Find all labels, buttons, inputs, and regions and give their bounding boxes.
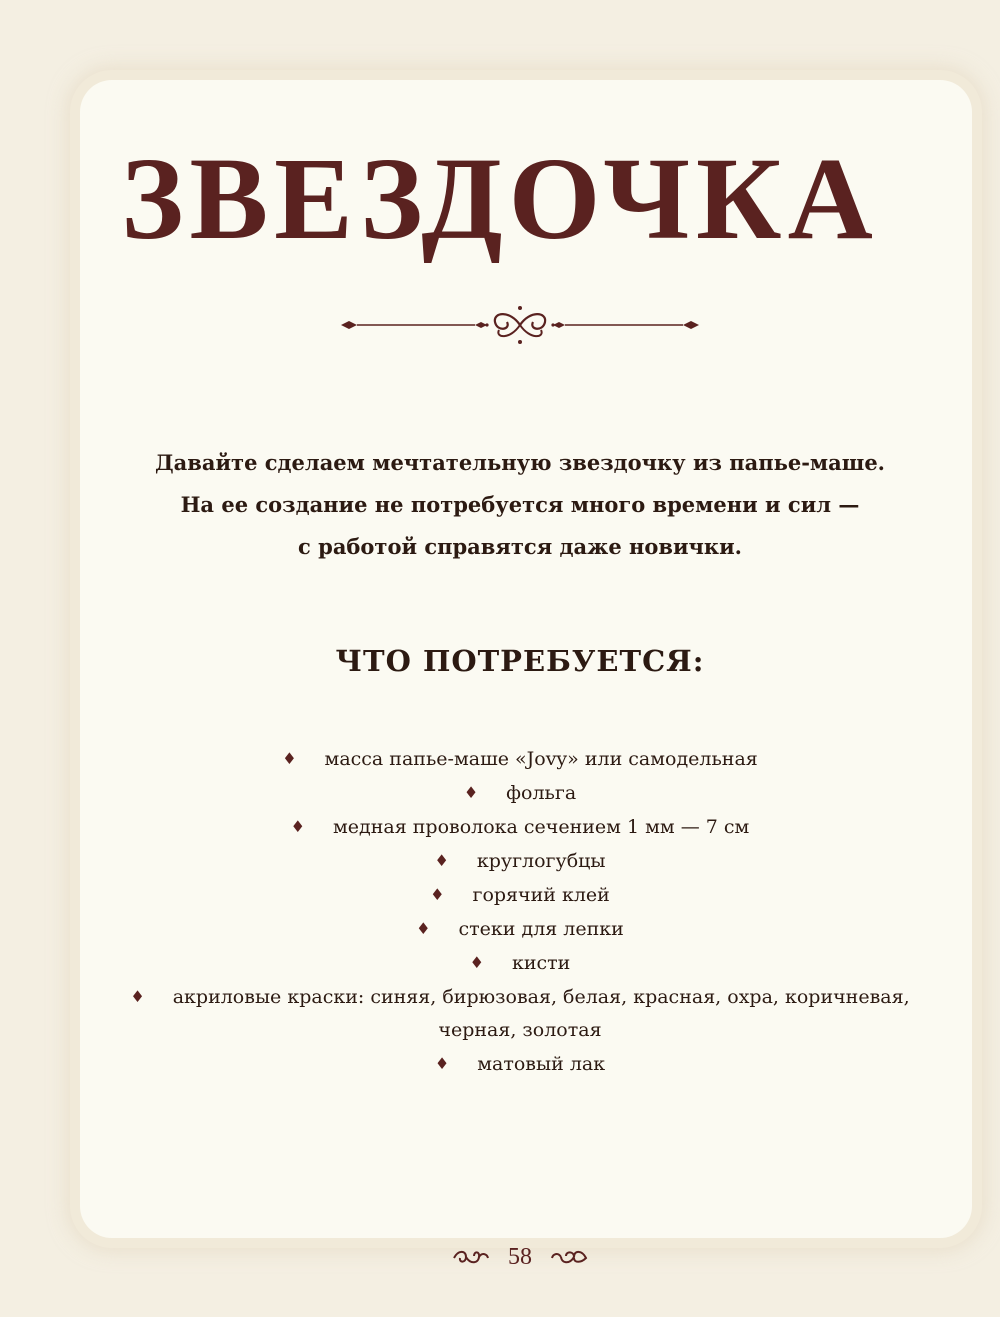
list-item [90, 742, 950, 776]
list-item [90, 844, 950, 878]
swirl-ornament-icon [550, 1246, 588, 1268]
diamond-bullet-icon: ♦ [434, 1054, 450, 1073]
diamond-bullet-icon: ♦ [290, 817, 306, 836]
swirl-ornament-icon [452, 1246, 490, 1268]
list-item [90, 878, 950, 912]
intro-line: Давайте сделаем мечтательную звездочку из папье-маше. [155, 450, 885, 475]
list-item-text: масса папье-маше «Jovy» или самодельная [324, 748, 758, 770]
diamond-bullet-icon: ♦ [416, 919, 431, 938]
list-item-text: горячий клей [472, 884, 610, 906]
intro-line: На ее создание не потребуется много времени и сил — [180, 492, 860, 517]
page-title: ЗВЕЗДОЧКА [121, 133, 879, 264]
list-item-text: круглогубцы [476, 850, 606, 872]
list-item-text: стеки для лепки [458, 918, 624, 940]
diamond-bullet-icon: ♦ [469, 953, 484, 972]
diamond-bullet-icon: ♦ [434, 851, 449, 870]
diamond-bullet-icon: ♦ [130, 987, 145, 1006]
list-item [90, 912, 950, 946]
list-item [90, 980, 950, 1047]
diamond-bullet-icon: ♦ [430, 885, 445, 904]
list-item-text: акриловые краски: синяя, бирюзовая, белая, красная, охра, коричневая, черная, золотая [172, 986, 910, 1041]
list-item-text: кисти [511, 952, 571, 974]
list-item-text: фольга [506, 782, 577, 804]
page-number: 58 [508, 1243, 532, 1270]
materials-list [90, 742, 950, 1081]
diamond-bullet-icon: ♦ [463, 783, 479, 802]
list-item [90, 1047, 950, 1081]
list-item [90, 946, 950, 980]
list-item [90, 776, 950, 810]
materials-heading: ЧТО ПОТРЕБУЕТСЯ: [335, 644, 705, 678]
list-item [90, 810, 950, 844]
flourish-divider-icon [335, 300, 705, 350]
list-item-text: медная проволока сечением 1 мм — 7 см [333, 816, 750, 838]
intro-paragraph [80, 442, 960, 568]
diamond-bullet-icon: ♦ [282, 749, 297, 768]
list-item-text: матовый лак [477, 1053, 606, 1075]
intro-line: с работой справятся даже новички. [298, 534, 742, 559]
page-footer [0, 1243, 1000, 1271]
